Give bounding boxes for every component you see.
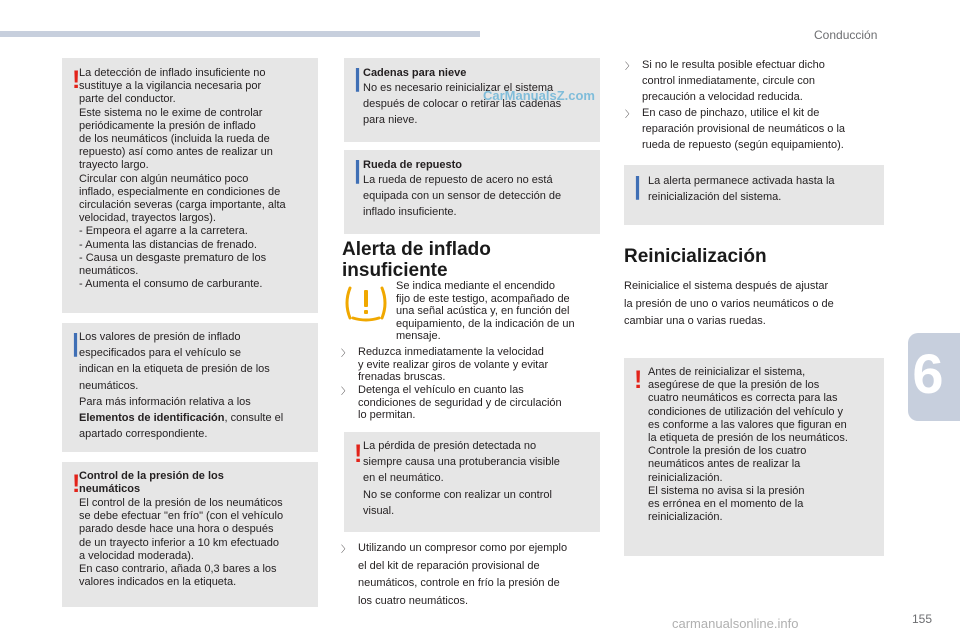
info-title: Cadenas para nieve <box>363 67 467 79</box>
exclamation-icon: ! <box>72 66 81 94</box>
info-bar-icon: | <box>354 156 361 184</box>
warning-box-pressure-check <box>62 462 318 607</box>
exclamation-icon: ! <box>354 440 363 468</box>
warning-title: Control de la presión de los neumáticos <box>79 470 224 496</box>
chapter-tab <box>908 333 960 421</box>
heading-reinitialisation: Reinicialización <box>624 246 767 267</box>
warning-text: Antes de reinicializar el sistema, asegúrese de que la presión de los cuatro neumáticos es correcta para las condiciones de utilización del vehículo y es conforme a las valores que figuran en la etiqueta de presión de los neumáticos. Controle la presión de los cuatro neumáticos antes de realizar la reinicialización. El sistema no avisa si la presión es errónea en el momento de la reinicialización. <box>648 366 848 524</box>
list-item <box>625 57 825 105</box>
info-text: La alerta permanece activada hasta la reinicialización del sistema. <box>648 175 835 204</box>
reinitialisation-text: Reinicialice el sistema después de ajustar la presión de uno o varios neumáticos o de cambiar una o varias ruedas. <box>624 280 834 327</box>
arrow-bullet-icon: 〉 <box>625 109 635 119</box>
alert-intro: Se indica mediante el encendido fijo de este testigo, acompañado de una señal acústica y, en función del equipamiento, de la indicación de un mensaje. <box>396 280 575 343</box>
warning-box-pressure-loss <box>344 432 600 532</box>
chapter-number: 6 <box>912 342 944 405</box>
info-bar-icon: | <box>72 329 79 357</box>
page-number: 155 <box>912 612 933 626</box>
info-text: La rueda de repuesto de acero no está equipada con un sensor de detección de inflado insuficiente. <box>363 174 562 219</box>
arrow-bullet-icon: 〉 <box>625 61 635 71</box>
warning-text: El control de la presión de los neumáticos se debe efectuar "en frío" (con el vehículo parado desde hace una hora o después de un trayecto inferior a 10 km efectuado a velocidad moderada). En caso contrario, añada 0,3 bares a los valores indicados en la etiqueta. <box>79 497 284 589</box>
list-item-text: En caso de pinchazo, utilice el kit de reparación provisional de neumáticos o la rueda de repuesto (según equipamiento). <box>642 107 846 151</box>
list-item <box>341 384 562 422</box>
heading-underinflation-alert: Alerta de inflado insuficiente <box>342 239 491 281</box>
exclamation-icon: ! <box>634 366 643 394</box>
list-item-text: Utilizando un compresor como por ejemplo el del kit de reparación provisional de neumáticos, controle en frío la presión de los cuatro neumáticos. <box>358 542 568 607</box>
arrow-bullet-icon: 〉 <box>341 544 351 554</box>
arrow-bullet-icon: 〉 <box>341 348 351 358</box>
info-box-spare-wheel <box>344 150 600 234</box>
info-text-tail: , consulte el apartado correspondiente. <box>79 412 284 441</box>
arrow-bullet-icon: 〉 <box>341 386 351 396</box>
warning-text: La detección de inflado insuficiente no sustituye a la vigilancia necesaria por parte del conductor. Este sistema no le exime de controlar periódicamente la presión de inflado de los neumáticos (incluida la rueda de repuesto) así como antes de realizar un trayecto largo. Circular con algún neumático poco inflado, especialmente en condiciones de circulación severas (carga importante, alta velocidad, trayectos largos). - Empeora el agarre a la carretera. - Aumenta las distancias de frenado. - Causa un desgaste prematuro de los neumáticos. - Aumenta el consumo de carburante. <box>79 67 286 291</box>
watermark-brand: CarManualsZ.com <box>483 88 595 103</box>
list-item-text: Reduzca inmediatamente la velocidad y evite realizar giros de volante y evitar frenadas bruscas. <box>358 346 549 384</box>
info-box-alert-active <box>624 165 884 225</box>
info-title: Rueda de repuesto <box>363 159 463 171</box>
info-box-pressure-values <box>62 323 318 452</box>
list-item <box>625 105 845 153</box>
warning-box-inflation <box>62 58 318 313</box>
list-item-text: Si no le resulta posible efectuar dicho control inmediatamente, circule con precaución a velocidad reducida. <box>642 59 825 103</box>
list-item-text: Detenga el vehículo en cuanto las condiciones de seguridad y de circulación lo permitan. <box>358 384 562 422</box>
tyre-pressure-warning-icon <box>344 284 388 322</box>
info-text-bold: Elementos de identificación <box>79 412 225 425</box>
info-bar-icon: | <box>634 172 641 200</box>
exclamation-icon: ! <box>72 470 81 498</box>
section-title: Conducción <box>814 28 878 42</box>
info-text: No es necesario reinicializar el sistema después de colocar o retirar las cadenas para nieve. <box>363 82 562 127</box>
warning-text: La pérdida de presión detectada no siempre causa una protuberancia visible en el neumático. No se conforme con realizar un control visual. <box>363 440 560 517</box>
list-item <box>341 346 548 384</box>
info-text <box>79 329 315 442</box>
info-bar-icon: | <box>354 64 361 92</box>
warning-box-before-reset <box>624 358 884 556</box>
list-item <box>341 540 567 610</box>
top-rule <box>0 31 480 37</box>
watermark-site: carmanualsonline.info <box>672 616 799 631</box>
info-text-main: Los valores de presión de inflado especificados para el vehículo se indican en la etiqueta de presión de los neumáticos. Para más información relativa a los <box>79 331 270 408</box>
